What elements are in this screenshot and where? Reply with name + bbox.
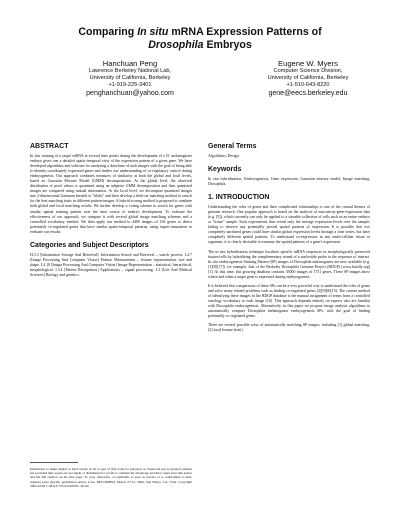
footnote-rule [30, 462, 78, 463]
abstract-heading: ABSTRACT [30, 143, 69, 150]
author-name: Eugene W. Myers [278, 59, 338, 68]
general-terms-text: Algorithms, Design [208, 154, 239, 158]
categories-text: H.3.3 [Information Storage And Retrieval]: Information Search and Retrieval – search process. I.4.7 [Image Processing And Computer Vision] Feature Measurement – feature representation, size and shape. I.4.10 [Image Processing And Computer Vision] Image Representation – statistical, hierarchical, morphological. I.5.4 [Pattern Recognition] Applications – signal processing. J.3 [Life And Medical Sciences] Biology and genetics. [30, 252, 192, 277]
title-suffix: Embryos [203, 39, 252, 51]
title-mid: RNA Expression Patterns of [180, 26, 322, 38]
introduction-heading: 1. INTRODUCTION [208, 194, 270, 202]
intro-paragraph-2: The in situ hybridization technique localizes specific mRNA sequences in morphologically preserved tissues/cells by hybridizing the complementary strand of a nucleotide probe to the sequence of interest. In situ embryogenesis Staining Pattern (SP) images of Drosophila melanogaster are now available (e.g. [1][8][17]), for example, that of the Berkeley Drosophila Genome Project (BDGP) (www.fruitfly.org) [1]. At this time, this growing database contains 35000 images of 1751 genes. These SP images show where and when a target gene is expressed during embryogenesis. [208, 249, 370, 279]
left-column [30, 142, 192, 278]
categories-heading: Categories and Subject Descriptors [30, 241, 149, 249]
author-email: gene@eecs.berkeley.edu [268, 89, 348, 97]
general-terms-heading: General Terms [208, 143, 257, 150]
permission-footnote: Permission to make digital or hard copies of all or part of this work for personal or classroom use is granted without fee provided that copies are not made or distributed for profit or commercial advantage and that copies bear this notice and the full citation on the first page. To copy otherwise, or republish, to post on servers or to redistribute to lists, requires prior specific permission and/or a fee. RECOMB'04, March 27-31, 2004, San Diego, CA, USA. Copyright 2004 ACM 1-58113-755-9/04/0003...$5.00. [30, 467, 192, 488]
author-affiliation-2: University of California, Berkeley [267, 75, 349, 82]
author-block-2 [208, 59, 400, 98]
author-affiliation-2: University of California, Berkeley [89, 75, 171, 82]
author-email: penghanchuan@yahoo.com [86, 89, 174, 97]
author-phone: +1-919-225-3401 [108, 82, 152, 89]
abstract-text: In situ staining of a target mRNA at several time points during the development of a D. melanogaster embryo gives one a detailed spatio-temporal view of the expression pattern of a given gene. We have developed algorithms and software for analyzing a data-base of such images with the goal of being able to identify coordinately expressed genes and further our understanding of co-regulatory control during embryogenesis. Our approach combines measures of similarity at both the global and local levels, based on Gaussian Mixture Model (GMM) decompositions. At the global level, the observed distribution of pixel values is quantized using an adaptive GMM decomposition and then quantized images are compared using mutual information. At the local level, we decompose quantized images into 2-dimensional Gaussian kernels or "blobs" and then develop a blob-set matching method to search for the best matching traits in different pattern-images. A hybrid scoring method is proposed to combine both global and local matching results. We further develop a voting scheme to search for genes with similar spatial staining pattern over the time course of embryo development. To evaluate the effectiveness of our approach, we compare it with several global image matching schemes and a controlled vocabulary method. We then apply our method to 4400 images of 136 genes to detect potentially co-regulated genes that have similar spatio-temporal patterns, using expert-annotation to evaluate our results. [30, 154, 192, 234]
intro-paragraph-4: There are several possible ways of automatically matching SP images, including (1) global matching, (2) local feature (trait) [208, 323, 370, 333]
title-italic-in-situ: In situ [137, 26, 169, 38]
keywords-text: In situ hybridization, Embryogenesis, Gene expression, Gaussian mixture model, Image matching, Drosophila. [208, 177, 370, 187]
paper-title [0, 26, 400, 52]
author-affiliation-1: Lawrence Berkeley National Lab, [88, 68, 172, 74]
author-name: Hanchuan Peng [102, 59, 158, 68]
right-column [208, 142, 370, 333]
author-block-1 [30, 59, 230, 98]
title-prefix: Comparing [78, 26, 138, 38]
title-italic-drosophila: Drosophila [148, 39, 204, 51]
title-m: m [168, 26, 181, 38]
author-affiliation-1: Computer Science Division, [273, 68, 343, 74]
intro-paragraph-3: It is believed that comparisons of these SPs can be a very powerful way to understand the roles of genes and solve many related problems such as finding co-regulated genes [2][9][8][15]. The current method of identifying these images in the BDGP database is the manual assignment of terms from a controlled ontology vocabulary to each image [16]. This approach depends entirely on experts who are familiar with Drosophila embryogenesis. Alternatively, in this paper we propose image analysis algorithms to automatically compare Drosophila melanogaster embryogenesis SPs, with the goal of finding potentially co-regulated genes. [208, 283, 370, 319]
author-phone: +1-510-643-8220 [286, 82, 330, 89]
keywords-heading: Keywords [208, 166, 242, 174]
intro-paragraph-1: Understanding the roles of genes and their complicated relationships is one of the central themes of genome research. One popular approach is based on the analysis of microarray-gene-expression data (e.g. [5]), which currently can only be applied to a sizeable collection of cells such as an entire embryo or "tissue" sample. Such experiments thus reveal only the average expression levels over the sample, failing to observe any potentially pivotal spatial patterns of expression. It is possible that two completely unrelated genes could have similar global expression levels through a time series, but have completely different spatial patterns. To understand co-expression in any multi-cellular tissue or organism, it is clearly desirable to examine the spatial patterns of a gene's expression. [208, 205, 370, 245]
